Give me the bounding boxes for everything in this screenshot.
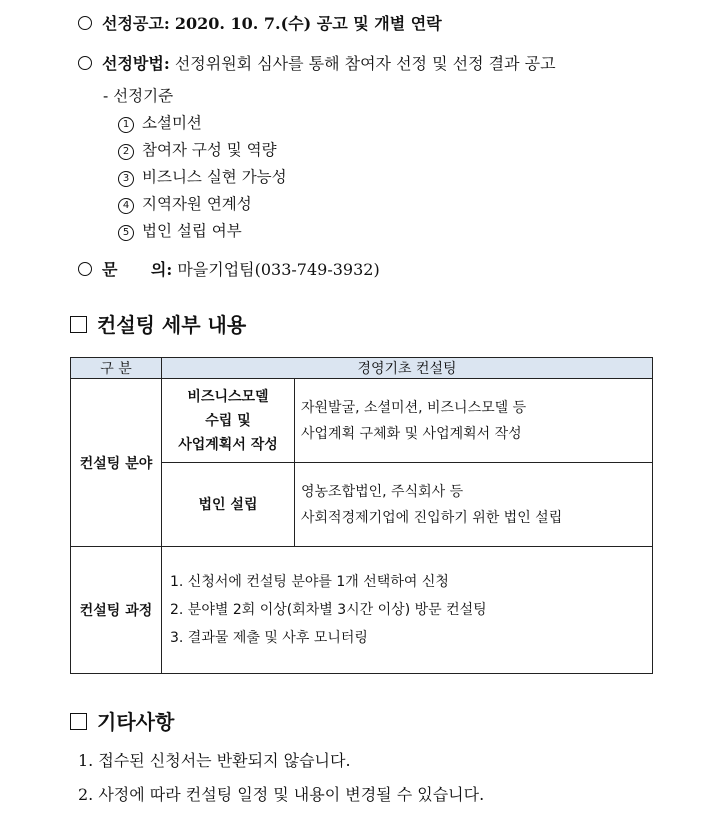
desc-line: 영농조합법인, 주식회사 등 — [301, 483, 464, 500]
circled-number-icon: 1 — [118, 117, 134, 133]
sub-incorporation: 법인 설립 — [162, 463, 295, 547]
criteria-item — [118, 221, 242, 241]
criteria-item-text: 비즈니스 실현 가능성 — [142, 168, 287, 186]
criteria-item — [118, 167, 287, 187]
process-item: 2. 분야별 2회 이상(회차별 3시간 이상) 방문 컨설팅 — [170, 602, 487, 618]
desc-line: 사업계획 구체화 및 사업계획서 작성 — [301, 425, 522, 442]
contact-label: 문 의: — [102, 260, 173, 279]
sub-bizmodel-line: 사업계획서 작성 — [178, 436, 278, 453]
consulting-table — [70, 357, 653, 674]
contact-value: 마을기업팀(033-749-3932) — [177, 260, 380, 279]
etc-item: 1. 접수된 신청서는 반환되지 않습니다. — [78, 751, 351, 770]
etc-item: 2. 사정에 따라 컨설팅 일정 및 내용이 변경될 수 있습니다. — [78, 785, 485, 804]
sub-bizmodel-line: 비즈니스모델 — [187, 388, 269, 405]
etc-heading-text: 기타사항 — [97, 710, 175, 734]
field-label: 컨설팅 분야 — [71, 379, 162, 547]
sub-bizmodel-line: 수립 및 — [205, 412, 251, 429]
desc-line: 자원발굴, 소셜미션, 비즈니스모델 등 — [301, 399, 527, 416]
announce-label: 선정공고: — [102, 14, 170, 33]
etc-heading — [70, 710, 174, 734]
criteria-item-text: 소셜미션 — [142, 114, 202, 132]
circled-number-icon: 5 — [118, 225, 134, 241]
sub-bizmodel — [162, 379, 295, 463]
consulting-heading-text: 컨설팅 세부 내용 — [97, 313, 247, 337]
sub-incorporation-desc — [295, 463, 653, 547]
square-bullet-icon — [70, 316, 87, 333]
sub-bizmodel-desc — [295, 379, 653, 463]
method-value: 선정위원회 심사를 통해 참여자 선정 및 선정 결과 공고 — [174, 54, 556, 73]
circle-bullet-icon — [78, 262, 92, 276]
criteria-title: - 선정기준 — [103, 87, 174, 105]
criteria-item-text: 지역자원 연계성 — [142, 195, 252, 213]
table-header-title: 경영기초 컨설팅 — [162, 358, 653, 379]
method-label: 선정방법: — [102, 54, 170, 73]
consulting-heading — [70, 313, 246, 337]
method-line — [78, 54, 556, 74]
process-item: 3. 결과물 제출 및 사후 모니터링 — [170, 630, 368, 646]
announce-line — [78, 14, 442, 34]
process-item: 1. 신청서에 컨설팅 분야를 1개 선택하여 신청 — [170, 574, 449, 590]
criteria-item — [118, 140, 277, 160]
circle-bullet-icon — [78, 16, 92, 30]
circled-number-icon: 4 — [118, 198, 134, 214]
process-label: 컨설팅 과정 — [71, 547, 162, 674]
criteria-item — [118, 194, 252, 214]
circled-number-icon: 2 — [118, 144, 134, 160]
announce-value: 2020. 10. 7.(수) 공고 및 개별 연락 — [174, 14, 442, 33]
circled-number-icon: 3 — [118, 171, 134, 187]
criteria-item-text: 참여자 구성 및 역량 — [142, 141, 277, 159]
desc-line: 사회적경제기업에 진입하기 위한 법인 설립 — [301, 509, 563, 526]
circle-bullet-icon — [78, 56, 92, 70]
criteria-item — [118, 113, 202, 133]
criteria-item-text: 법인 설립 여부 — [142, 222, 242, 240]
contact-line — [78, 260, 380, 280]
process-list — [162, 547, 653, 674]
table-header-category: 구 분 — [71, 358, 162, 379]
square-bullet-icon — [70, 713, 87, 730]
